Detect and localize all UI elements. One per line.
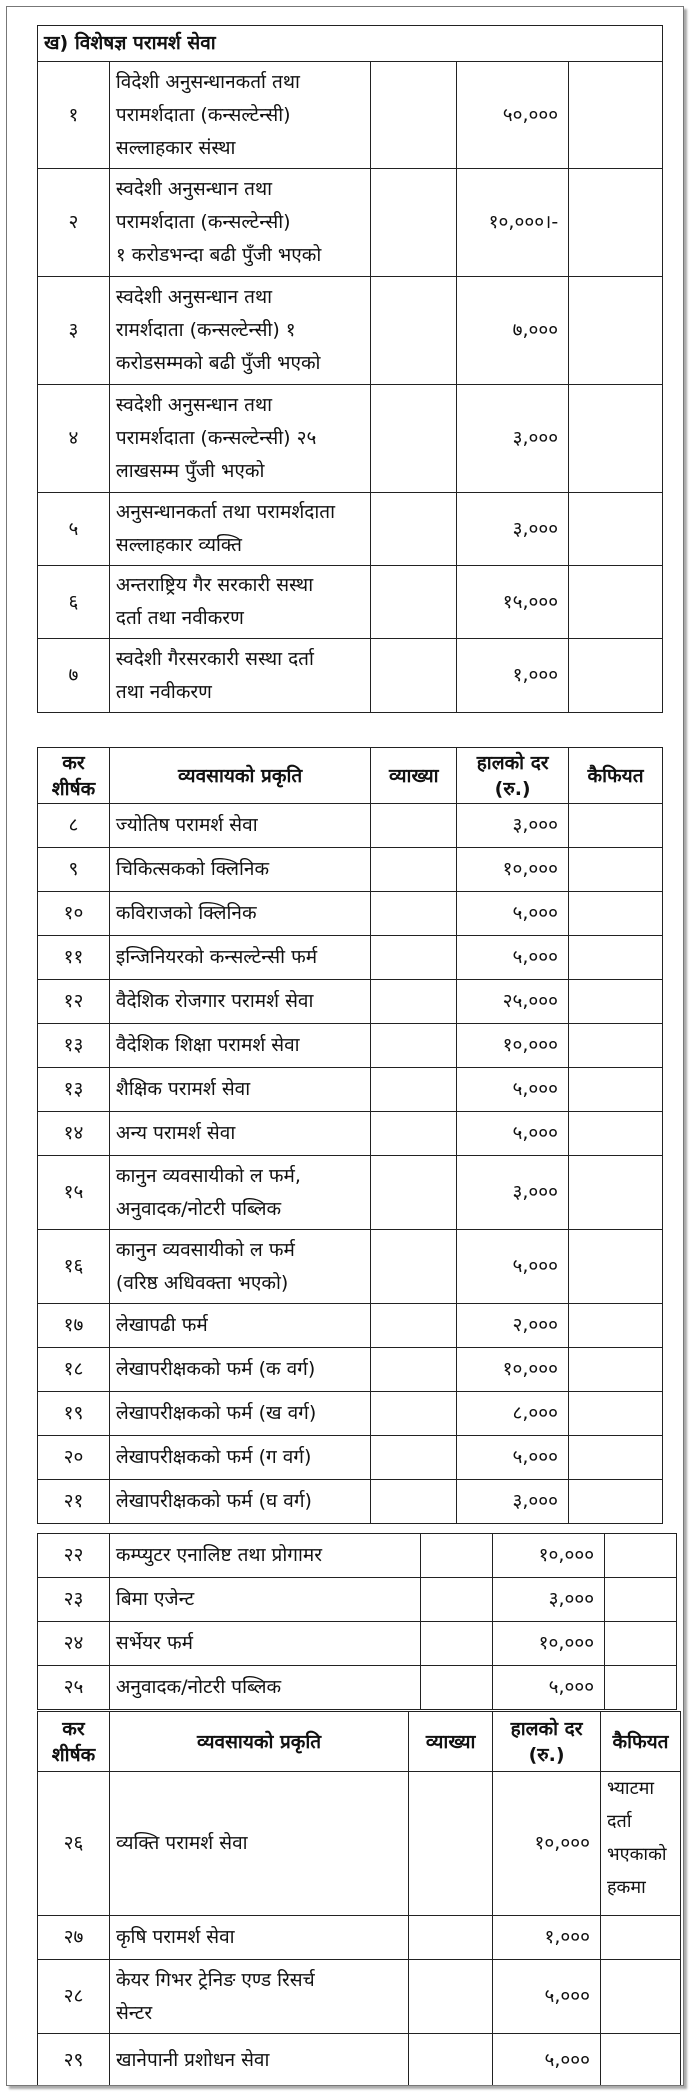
business-nature-line: परामर्शदाता (कन्सल्टेन्सी) [115,211,291,233]
business-nature-line: कृषि परामर्श सेवा [115,1926,235,1948]
table-row [38,1480,663,1524]
table-row [38,980,663,1024]
explanation-cell [371,848,457,892]
business-nature-line: इन्जिनियरको कन्सल्टेन्सी फर्म [115,946,318,968]
business-nature [109,1068,370,1112]
business-nature-line: अनुवादक/नोटरी पब्लिक [115,1676,282,1698]
explanation-cell [371,1112,457,1156]
tax-head-number: २४ [38,1622,110,1666]
table-row [38,804,663,848]
table-row [38,1578,677,1622]
business-nature [109,848,370,892]
current-rate: ३,००० [457,1156,569,1230]
business-nature-line: करोडसम्मको बढी पुँजी भएको [115,352,321,374]
business-nature-line: सर्भेयर फर्म [115,1632,193,1654]
table-row [38,1348,663,1392]
tax-head-number: १९ [38,1392,110,1436]
explanation-cell [371,639,457,713]
table-row [38,385,663,493]
table-row [38,892,663,936]
table-row [38,1230,663,1304]
business-nature [109,1230,370,1304]
business-nature [109,1666,420,1710]
table-row [38,277,663,385]
business-nature-line: कविराजको क्लिनिक [115,902,257,924]
tax-head-number: १० [38,892,110,936]
business-nature-line: लेखापरीक्षकको फर्म (ग वर्ग) [115,1446,312,1468]
remarks-cell [569,1304,663,1348]
business-nature-line: बिमा एजेन्ट [115,1588,195,1610]
current-rate: २,००० [457,1304,569,1348]
current-rate: ८,००० [457,1392,569,1436]
table-row [38,2034,681,2087]
remarks-cell [569,493,663,566]
business-nature [109,1436,370,1480]
remarks-cell [569,980,663,1024]
table-body [38,62,663,713]
remarks-cell [569,1068,663,1112]
table-row [38,1112,663,1156]
business-nature-line: खानेपानी प्रशोधन सेवा [115,2049,270,2071]
business-nature-line: व्यक्ति परामर्श सेवा [115,1832,248,1854]
tax-head-number: ५ [38,493,110,566]
business-nature [109,1960,408,2034]
table-row [38,566,663,639]
business-nature-line: १ करोडभन्दा बढी पुँजी भएको [115,244,322,266]
current-rate: २५,००० [457,980,569,1024]
remarks-cell [605,1578,677,1622]
remarks-cell [569,385,663,493]
table-other-services [37,1533,677,1710]
tax-head-number: १२ [38,980,110,1024]
remarks-cell [605,1534,677,1578]
explanation-cell [421,1534,493,1578]
remark-line: भ्याटमा [607,1778,655,1799]
tax-head-number: १ [38,62,110,169]
remarks-cell [569,566,663,639]
remarks-cell [605,1622,677,1666]
tax-head-number: १३ [38,1024,110,1068]
remarks-cell [569,1156,663,1230]
business-nature-line: स्वदेशी अनुसन्धान तथा [115,178,273,200]
table-row [38,62,663,169]
current-rate: ३,००० [457,493,569,566]
tax-head-number: २९ [38,2034,110,2087]
table-row [38,1534,677,1578]
business-nature-line: विदेशी अनुसन्धानकर्ता तथा [115,70,300,93]
business-nature-line: लेखापरीक्षकको फर्म (घ वर्ग) [115,1490,312,1512]
business-nature-line: अनुवादक/नोटरी पब्लिक [115,1197,282,1220]
remarks-cell [601,1916,681,1960]
explanation-cell [409,1916,493,1960]
remarks-cell [569,169,663,277]
remarks-cell [569,639,663,713]
table-body [38,804,663,1524]
explanation-cell [371,980,457,1024]
current-rate: १०,००० [457,1024,569,1068]
explanation-cell [371,62,457,169]
current-rate: ५,००० [493,2034,601,2087]
table-row [38,1960,681,2034]
current-rate: १०,००० [493,1772,601,1916]
explanation-cell [371,1024,457,1068]
tax-head-number: २६ [38,1772,110,1916]
business-nature-line: ज्योतिष परामर्श सेवा [115,814,258,836]
explanation-cell [409,1960,493,2034]
header-current-rate: हालको दर (रु.) [493,1712,601,1772]
document-page [6,6,684,2086]
business-nature-line: सल्लाहकार व्यक्ति [115,534,242,556]
business-nature [109,639,371,713]
header-tax-head: कर शीर्षक [38,748,110,804]
explanation-cell [371,1068,457,1112]
business-nature [109,277,371,385]
explanation-cell [371,1348,457,1392]
table-row [38,1392,663,1436]
header-business-nature: व्यवसायको प्रकृति [109,748,370,804]
business-nature-line: लेखापढी फर्म [115,1314,208,1336]
tax-head-number: ७ [38,639,110,713]
business-nature [109,804,370,848]
table-business-consulting [37,747,663,1524]
remarks-cell [569,848,663,892]
remark-line: हकमा [607,1877,646,1898]
table-row [38,1068,663,1112]
current-rate: ५,००० [457,1068,569,1112]
table-row [38,1436,663,1480]
table-row [38,1024,663,1068]
table-row [38,639,663,713]
header-explanation: व्याख्या [371,748,457,804]
tax-head-number: २३ [38,1578,110,1622]
remarks-cell [569,1436,663,1480]
business-nature-line: स्वदेशी अनुसन्धान तथा [115,394,273,416]
business-nature-line: अनुसन्धानकर्ता तथा परामर्शदाता [115,501,336,523]
business-nature [109,493,371,566]
remarks-cell [605,1666,677,1710]
current-rate: १०,००० [493,1622,605,1666]
header-remarks: कैफियत [569,748,663,804]
business-nature [109,1916,408,1960]
tax-head-number: ८ [38,804,110,848]
business-nature-line: रामर्शदाता (कन्सल्टेन्सी) १ [115,319,296,341]
section-title-row [38,26,663,62]
current-rate: ५,००० [457,936,569,980]
business-nature-line: तथा नवीकरण [115,680,212,703]
explanation-cell [371,936,457,980]
remarks-cell [569,1392,663,1436]
tax-head-number: १३ [38,1068,110,1112]
explanation-cell [371,1436,457,1480]
business-nature [109,1392,370,1436]
business-nature [109,62,371,169]
business-nature-line: लेखापरीक्षकको फर्म (ख वर्ग) [115,1402,317,1424]
header-current-rate: हालको दर (रु.) [457,748,569,804]
section-title: ख) विशेषज्ञ परामर्श सेवा [38,26,663,62]
remarks-cell [569,1480,663,1524]
remarks-cell [569,804,663,848]
business-nature [109,1622,420,1666]
explanation-cell [371,385,457,493]
business-nature [109,892,370,936]
current-rate: ३,००० [457,804,569,848]
explanation-cell [421,1622,493,1666]
header-tax-head: कर शीर्षक [38,1712,110,1772]
remarks-cell [601,1960,681,2034]
business-nature [109,1348,370,1392]
tax-head-number: १६ [38,1230,110,1304]
tax-head-number: ११ [38,936,110,980]
tax-head-number: २५ [38,1666,110,1710]
remarks-cell [569,277,663,385]
explanation-cell [409,1772,493,1916]
business-nature-line: अन्य परामर्श सेवा [115,1122,236,1144]
remarks-cell [569,1348,663,1392]
explanation-cell [371,566,457,639]
explanation-cell [421,1666,493,1710]
current-rate: ५,००० [493,1960,601,2034]
remarks-cell [569,936,663,980]
current-rate: १०,००० [457,1348,569,1392]
remarks-cell [601,2034,681,2087]
business-nature [109,1304,370,1348]
business-nature [109,1480,370,1524]
business-nature [109,1534,420,1578]
current-rate: ५,००० [457,1112,569,1156]
business-nature-line: शैक्षिक परामर्श सेवा [115,1078,251,1100]
business-nature [109,980,370,1024]
explanation-cell [371,1156,457,1230]
business-nature [109,1024,370,1068]
business-nature-line: सेन्टर [115,2001,153,2024]
tax-head-number: २ [38,169,110,277]
table-row [38,848,663,892]
header-row [38,1712,681,1772]
tax-head-number: ३ [38,277,110,385]
remarks-cell [569,892,663,936]
tax-head-number: १४ [38,1112,110,1156]
business-nature-line: परामर्शदाता (कन्सल्टेन्सी) [115,103,291,126]
business-nature [109,1156,370,1230]
current-rate: १,००० [457,639,569,713]
business-nature-line: कानुन व्यवसायीको ल फर्म, [115,1164,301,1187]
header-row [38,748,663,804]
business-nature-line: दर्ता तथा नवीकरण [115,607,244,629]
explanation-cell [371,1304,457,1348]
business-nature-line: लाखसम्म पुँजी भएको [115,460,265,482]
tax-head-number: १८ [38,1348,110,1392]
business-nature [109,1578,420,1622]
business-nature-line: केयर गिभर ट्रेनिङ एण्ड रिसर्च [115,1968,315,1991]
current-rate: ५०,००० [457,62,569,169]
table-row [38,1772,681,1916]
table-individual-services [37,1711,681,2086]
business-nature-line: लेखापरीक्षकको फर्म (क वर्ग) [115,1358,316,1380]
business-nature-line: स्वदेशी गैरसरकारी सस्था दर्ता [115,647,314,670]
business-nature [109,936,370,980]
tax-head-number: १७ [38,1304,110,1348]
current-rate: ३,००० [457,1480,569,1524]
business-nature-line: सल्लाहकार संस्था [115,136,236,159]
business-nature [109,1772,408,1916]
tax-head-number: २८ [38,1960,110,2034]
business-nature-line: चिकित्सकको क्लिनिक [115,858,270,880]
explanation-cell [409,2034,493,2087]
business-nature [109,2034,408,2087]
business-nature [109,385,371,493]
explanation-cell [371,1480,457,1524]
current-rate: १५,००० [457,566,569,639]
current-rate: १,००० [493,1916,601,1960]
explanation-cell [371,1392,457,1436]
business-nature-line: परामर्शदाता (कन्सल्टेन्सी) २५ [115,427,317,449]
current-rate: १०,००० [457,848,569,892]
current-rate: ५,००० [457,1230,569,1304]
tax-head-number: ४ [38,385,110,493]
business-nature [109,1112,370,1156]
remark-line: भएकाको [607,1844,667,1865]
current-rate: ३,००० [493,1578,605,1622]
explanation-cell [371,804,457,848]
tax-head-number: २० [38,1436,110,1480]
table-row [38,1622,677,1666]
header-explanation: व्याख्या [409,1712,493,1772]
header-business-nature: व्यवसायको प्रकृति [109,1712,408,1772]
explanation-cell [371,892,457,936]
table-row [38,1916,681,1960]
explanation-cell [421,1578,493,1622]
current-rate: ७,००० [457,277,569,385]
table-row [38,1666,677,1710]
business-nature-line: कानुन व्यवसायीको ल फर्म [115,1238,295,1261]
explanation-cell [371,1230,457,1304]
current-rate: १०,००० [493,1534,605,1578]
explanation-cell [371,277,457,385]
table-row [38,1156,663,1230]
tax-head-number: १५ [38,1156,110,1230]
business-nature-line: स्वदेशी अनुसन्धान तथा [115,286,273,308]
business-nature-line: (वरिष्ठ अधिवक्ता भएको) [115,1271,289,1294]
table-row [38,493,663,566]
remark-line: दर्ता [607,1811,632,1832]
table-specialist-consulting [37,25,663,713]
table-row [38,169,663,277]
remarks-cell [569,1112,663,1156]
explanation-cell [371,493,457,566]
business-nature-line: कम्प्युटर एनालिष्ट तथा प्रोगामर [115,1544,323,1566]
business-nature-line: वैदेशिक शिक्षा परामर्श सेवा [115,1034,300,1056]
business-nature-line: वैदेशिक रोजगार परामर्श सेवा [115,990,314,1012]
current-rate: ५,००० [457,892,569,936]
current-rate: ५,००० [457,1436,569,1480]
table-row [38,936,663,980]
current-rate: ३,००० [457,385,569,493]
current-rate: ५,००० [493,1666,605,1710]
tax-head-number: २१ [38,1480,110,1524]
current-rate: १०,०००।- [457,169,569,277]
remarks-cell [569,1230,663,1304]
tax-head-number: २७ [38,1916,110,1960]
tax-head-number: ९ [38,848,110,892]
business-nature [109,566,371,639]
remarks-cell [601,1772,681,1916]
table-body [38,1534,677,1710]
table-body [38,1772,681,2087]
header-remarks: कैफियत [601,1712,681,1772]
remarks-cell [569,1024,663,1068]
tax-head-number: २२ [38,1534,110,1578]
tax-head-number: ६ [38,566,110,639]
table-row [38,1304,663,1348]
business-nature-line: अन्तराष्ट्रिय गैर सरकारी सस्था [115,574,314,596]
remarks-cell [569,62,663,169]
explanation-cell [371,169,457,277]
business-nature [109,169,371,277]
